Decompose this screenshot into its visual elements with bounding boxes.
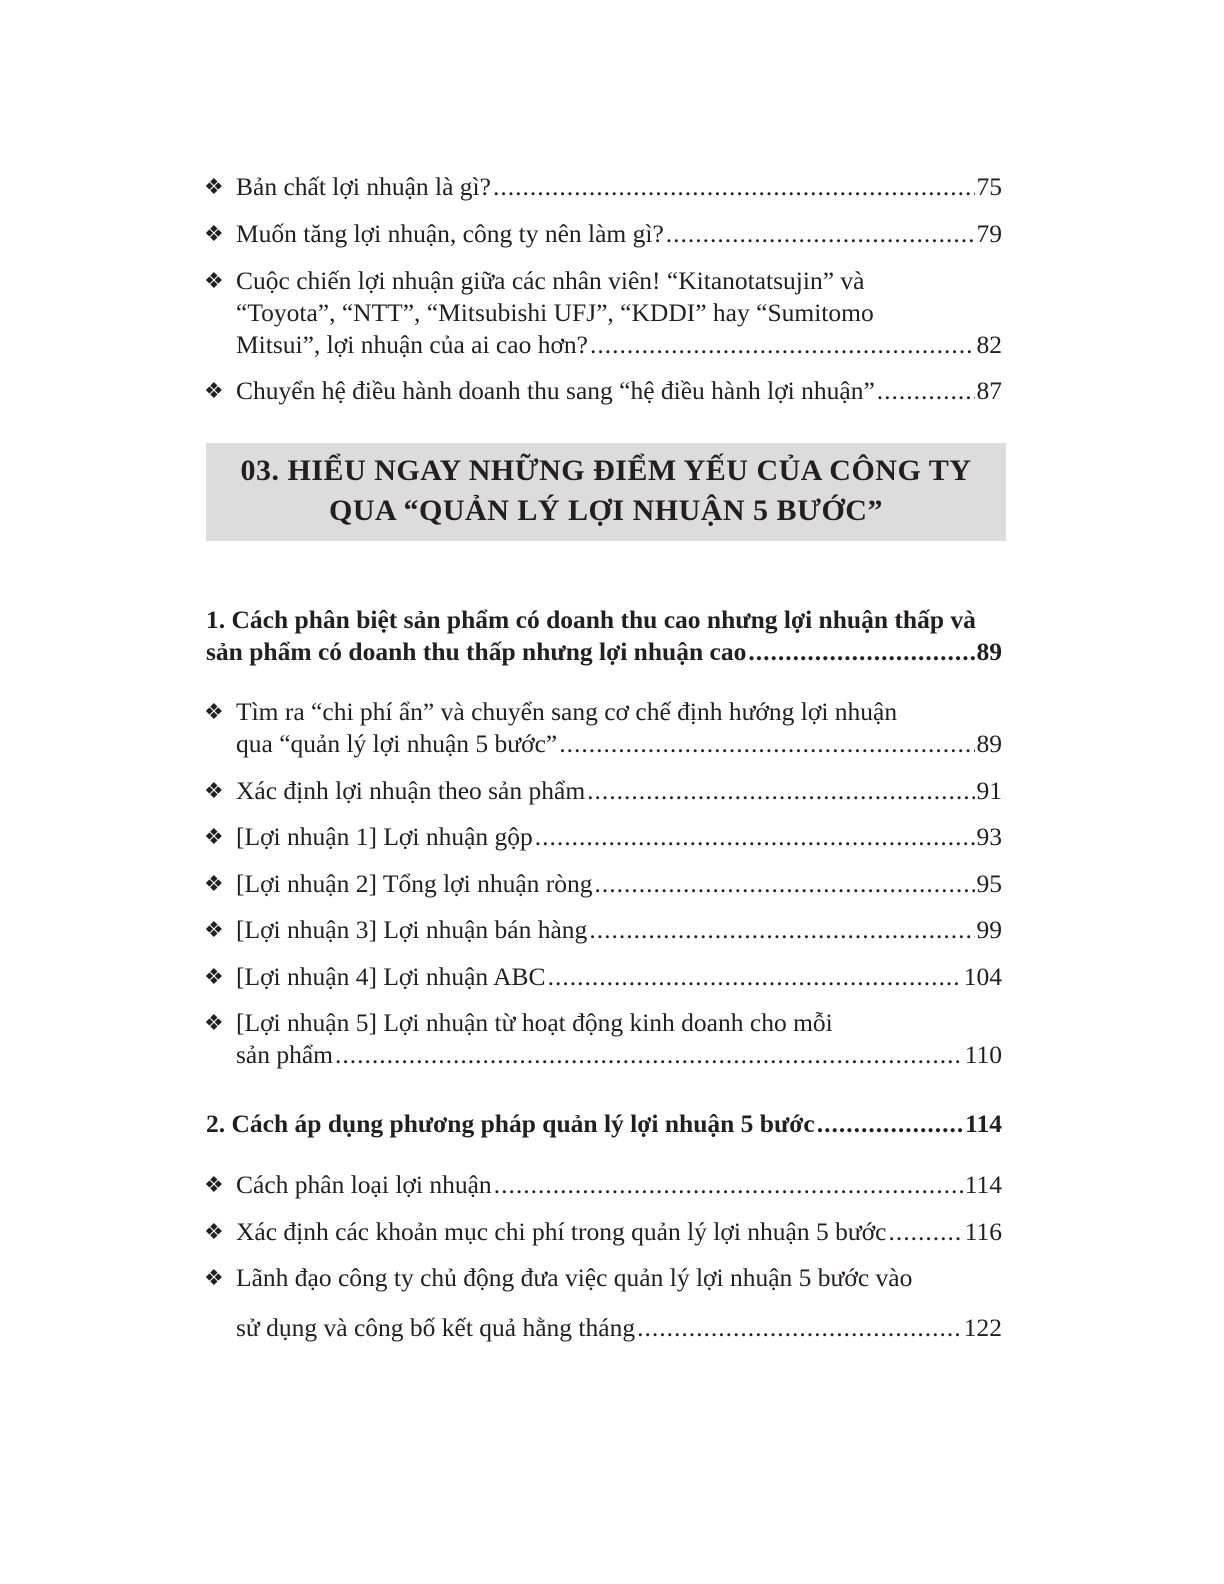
- dot-leader: [335, 1039, 963, 1071]
- toc-entry-title: [Lợi nhuận 2] Tổng lợi nhuận ròng: [236, 869, 593, 898]
- diamond-bullet-icon: ❖: [204, 221, 224, 246]
- toc-section-title: 2. Cách áp dụng phương pháp quản lý lợi nhuận 5 bước: [206, 1109, 815, 1138]
- diamond-bullet-icon: ❖: [204, 1172, 224, 1197]
- toc-page-number: 87: [976, 376, 1002, 405]
- toc-page-number: 79: [976, 219, 1002, 248]
- dot-leader: [666, 218, 975, 250]
- toc-entry-title: qua “quản lý lợi nhuận 5 bước”: [236, 729, 558, 758]
- toc-entry: [204, 1007, 1002, 1071]
- dot-leader: [590, 329, 975, 361]
- toc-entry-line: Lãnh đạo công ty chủ động đưa việc quản lý lợi nhuận 5 bước vào: [236, 1263, 913, 1292]
- toc-entry: [204, 1262, 1002, 1344]
- toc-entry: [204, 696, 1002, 760]
- diamond-bullet-icon: ❖: [204, 378, 224, 403]
- dot-leader: [748, 636, 974, 668]
- dot-leader: [589, 914, 974, 946]
- toc-page-number: 89: [976, 729, 1002, 758]
- toc-page-number: 114: [965, 1109, 1002, 1138]
- toc-entry: [204, 961, 1002, 993]
- dot-leader: [494, 1169, 963, 1201]
- toc-page-number: 114: [964, 1170, 1002, 1199]
- toc-entry-title: [Lợi nhuận 3] Lợi nhuận bán hàng: [236, 915, 588, 944]
- toc-section-heading: [206, 1108, 1002, 1140]
- dot-leader: [587, 775, 974, 807]
- toc-entry: [204, 1216, 1002, 1248]
- toc-entry-line: Tìm ra “chi phí ẩn” và chuyển sang cơ chế định hướng lợi nhuận: [236, 697, 898, 726]
- toc-entry: [204, 868, 1002, 900]
- dot-leader: [559, 728, 974, 760]
- diamond-bullet-icon: ❖: [204, 268, 224, 293]
- dot-leader: [889, 1216, 963, 1248]
- dot-leader: [493, 171, 975, 203]
- dot-leader: [535, 821, 975, 853]
- toc-entry-title: Bản chất lợi nhuận là gì?: [236, 172, 491, 201]
- toc-page-number: 91: [976, 776, 1002, 805]
- toc-entry: [204, 821, 1002, 853]
- toc-entry-title: Xác định các khoản mục chi phí trong quản lý lợi nhuận 5 bước: [236, 1217, 887, 1246]
- dot-leader: [877, 375, 975, 407]
- toc-entry: [204, 375, 1002, 407]
- toc-page-number: 99: [976, 915, 1002, 944]
- toc-page-number: 110: [964, 1040, 1002, 1069]
- dot-leader: [595, 868, 975, 900]
- toc-entry-line: “Toyota”, “NTT”, “Mitsubishi UFJ”, “KDDI” hay “Sumitomo: [236, 298, 874, 327]
- toc-entry-title: [Lợi nhuận 1] Lợi nhuận gộp: [236, 822, 533, 851]
- diamond-bullet-icon: ❖: [204, 1265, 224, 1290]
- chapter-heading-line: QUA “QUẢN LÝ LỢI NHUẬN 5 BƯỚC”: [329, 494, 883, 527]
- toc-page-number: 82: [976, 330, 1002, 359]
- diamond-bullet-icon: ❖: [204, 964, 224, 989]
- toc-page-number: 95: [976, 869, 1002, 898]
- toc-entry-title: Cách phân loại lợi nhuận: [236, 1170, 492, 1199]
- toc-entry: [204, 1169, 1002, 1201]
- toc-entry-title: Xác định lợi nhuận theo sản phẩm: [236, 776, 586, 805]
- diamond-bullet-icon: ❖: [204, 1010, 224, 1035]
- toc-page-number: 116: [964, 1217, 1002, 1246]
- dot-leader: [548, 961, 962, 993]
- dot-leader: [817, 1108, 963, 1140]
- diamond-bullet-icon: ❖: [204, 699, 224, 724]
- toc-page-number: 75: [976, 172, 1002, 201]
- diamond-bullet-icon: ❖: [204, 1219, 224, 1244]
- diamond-bullet-icon: ❖: [204, 778, 224, 803]
- toc-entry-title: Chuyển hệ điều hành doanh thu sang “hệ điều hành lợi nhuận”: [236, 376, 875, 405]
- toc-entry-line: Cuộc chiến lợi nhuận giữa các nhân viên! “Kitanotatsujin” và: [236, 266, 865, 295]
- toc-section-heading: [206, 604, 1002, 668]
- diamond-bullet-icon: ❖: [204, 174, 224, 199]
- toc-page-number: 104: [963, 962, 1002, 991]
- toc-entry: [204, 171, 1002, 203]
- toc-entry: [204, 265, 1002, 361]
- toc-section-title: sản phẩm có doanh thu thấp nhưng lợi nhuận cao: [206, 637, 747, 666]
- toc-section-line: 1. Cách phân biệt sản phẩm có doanh thu cao nhưng lợi nhuận thấp và: [206, 605, 976, 634]
- toc-entry-title: Mitsui”, lợi nhuận của ai cao hơn?: [236, 330, 588, 359]
- toc-entry-title: sử dụng và công bố kết quả hằng tháng: [236, 1313, 636, 1342]
- toc-entry: [204, 914, 1002, 946]
- toc-page-number: 93: [976, 822, 1002, 851]
- diamond-bullet-icon: ❖: [204, 917, 224, 942]
- chapter-heading: [206, 443, 1006, 541]
- diamond-bullet-icon: ❖: [204, 824, 224, 849]
- toc-entry: [204, 775, 1002, 807]
- diamond-bullet-icon: ❖: [204, 871, 224, 896]
- toc-entry-title: Muốn tăng lợi nhuận, công ty nên làm gì?: [236, 219, 664, 248]
- toc-entry-title: [Lợi nhuận 4] Lợi nhuận ABC: [236, 962, 546, 991]
- toc-page-number: 122: [963, 1313, 1002, 1342]
- toc-page-number: 89: [976, 637, 1002, 666]
- dot-leader: [637, 1312, 962, 1344]
- toc-entry: [204, 218, 1002, 250]
- toc-entry-title: sản phẩm: [236, 1040, 334, 1069]
- chapter-heading-line: 03. HIỂU NGAY NHỮNG ĐIỂM YẾU CỦA CÔNG TY: [240, 454, 972, 487]
- toc-entry-line: [Lợi nhuận 5] Lợi nhuận từ hoạt động kinh doanh cho mỗi: [236, 1008, 833, 1037]
